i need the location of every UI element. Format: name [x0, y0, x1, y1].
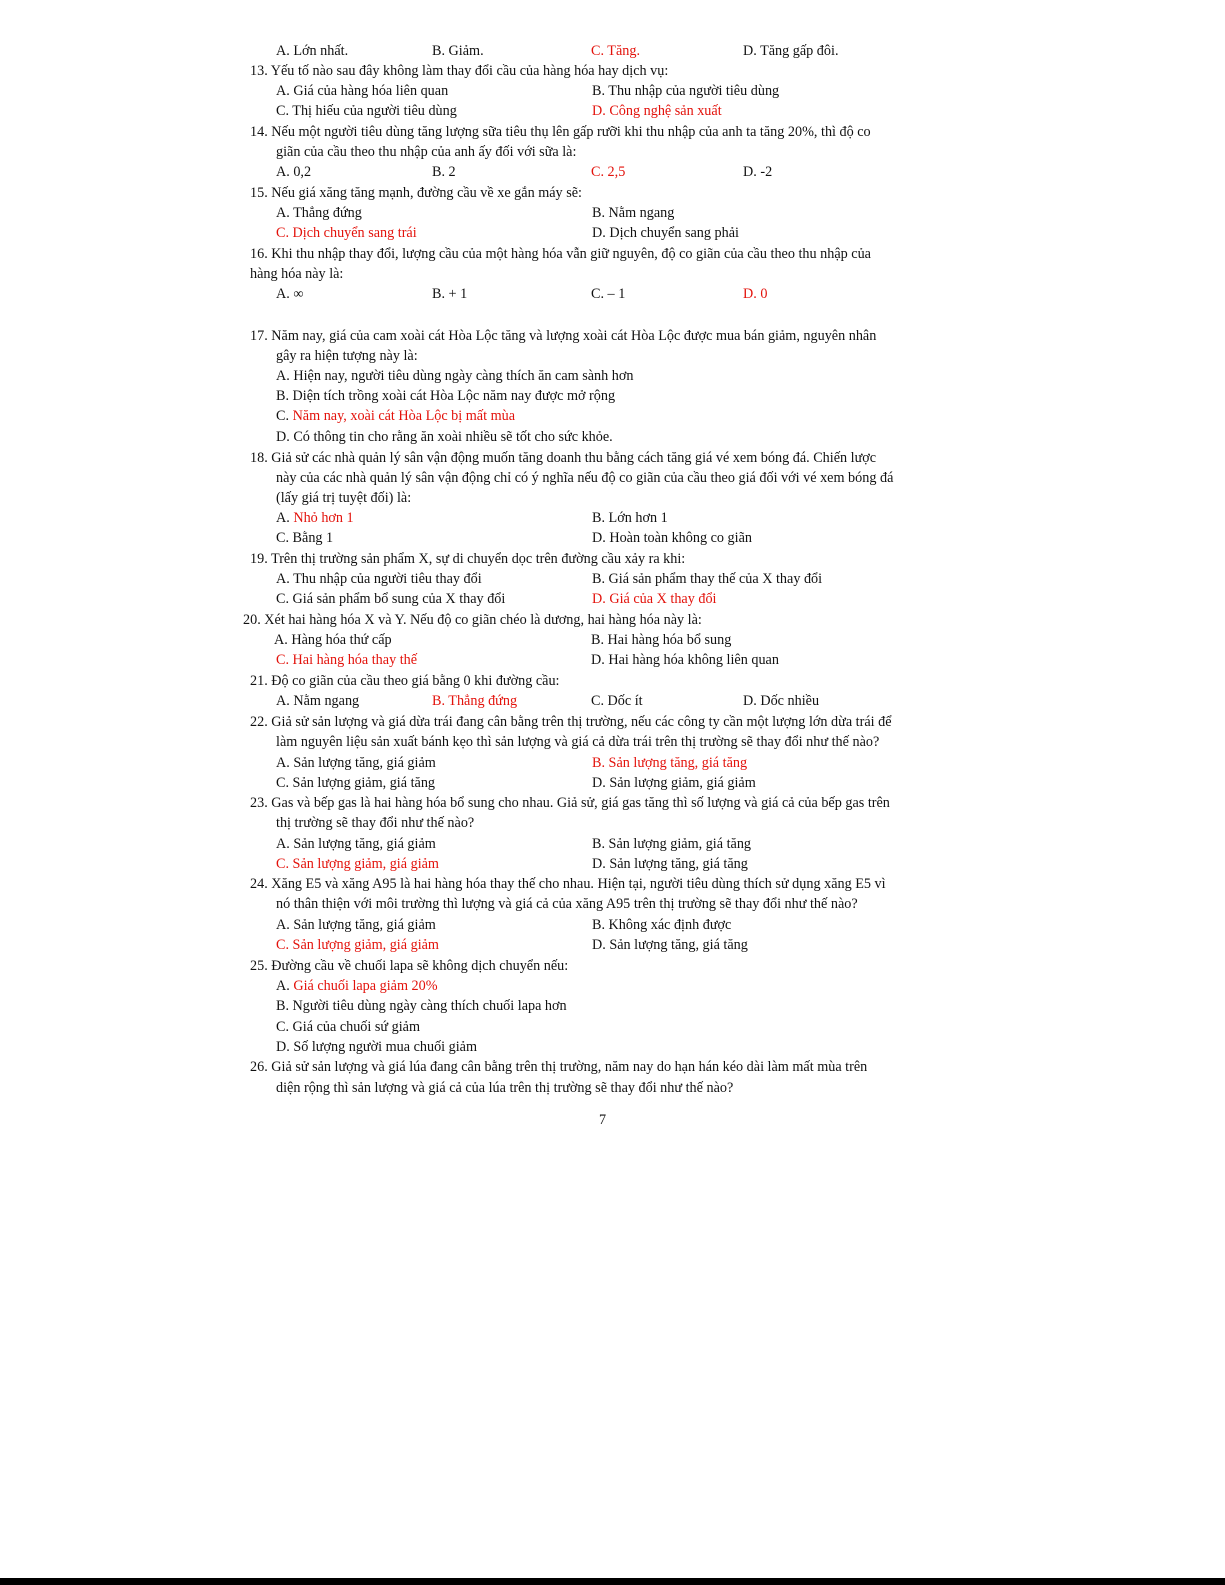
q16-option-a: A. ∞ [276, 286, 304, 302]
q26-question-line2: diện rộng thì sản lượng và giá cả của lúa trên thị trường sẽ thay đổi như thế nào? [276, 1080, 734, 1096]
q17-option-d: D. Có thông tin cho rằng ăn xoài nhiều sẽ tốt cho sức khỏe. [276, 429, 613, 445]
q26-question-line1: 26. Giả sử sản lượng và giá lúa đang cân bằng trên thị trường, năm nay do hạn hán kéo dài làm mất mùa trên [250, 1059, 868, 1075]
q24-option-c-answer: C. Sản lượng giảm, giá giảm [276, 937, 439, 953]
q19-option-a: A. Thu nhập của người tiêu thay đổi [276, 571, 482, 587]
q25-option-a-answer-text: Giá chuối lapa giảm 20% [293, 978, 438, 994]
q17-option-c-letter: C. [276, 408, 293, 424]
q23-option-d: D. Sản lượng tăng, giá tăng [592, 856, 748, 872]
q20-option-d: D. Hai hàng hóa không liên quan [591, 652, 779, 668]
q22-question-line1: 22. Giả sử sản lượng và giá dừa trái đang cân bằng trên thị trường, nếu các công ty cần một lượng lớn dừa trái để [250, 714, 892, 730]
q22-option-a: A. Sản lượng tăng, giá giảm [276, 755, 436, 771]
q24-question-line2: nó thân thiện với môi trường thì lượng và giá cả của xăng A95 trên thị trường sẽ thay đổi như thế nào? [276, 896, 858, 912]
q20-option-b: B. Hai hàng hóa bổ sung [591, 632, 732, 648]
q23-question-line2: thị trường sẽ thay đổi như thế nào? [276, 815, 475, 831]
q20-question: 20. Xét hai hàng hóa X và Y. Nếu độ co giãn chéo là dương, hai hàng hóa này là: [243, 612, 702, 628]
q18-option-a [276, 511, 354, 525]
q12-option-c-answer: C. Tăng. [591, 43, 640, 59]
q17-question-line2: gây ra hiện tượng này là: [276, 348, 418, 364]
q13-option-c: C. Thị hiếu của người tiêu dùng [276, 103, 457, 119]
q18-option-b: B. Lớn hơn 1 [592, 510, 668, 526]
q21-option-b-answer: B. Thẳng đứng [432, 693, 518, 709]
q13-option-b: B. Thu nhập của người tiêu dùng [592, 83, 780, 99]
q13-option-d-answer: D. Công nghệ sản xuất [592, 103, 722, 119]
q15-option-d: D. Dịch chuyển sang phải [592, 225, 739, 241]
q20-option-a: A. Hàng hóa thứ cấp [274, 632, 392, 648]
q17-option-c-answer-text: Năm nay, xoài cát Hòa Lộc bị mất mùa [292, 408, 516, 424]
q19-option-d-answer: D. Giá của X thay đổi [592, 591, 717, 607]
q16-question-line2: hàng hóa này là: [250, 266, 344, 282]
q25-option-b: B. Người tiêu dùng ngày càng thích chuối lapa hơn [276, 998, 567, 1014]
q18-question-line3: (lấy giá trị tuyệt đối) là: [276, 490, 412, 506]
q22-option-b-answer: B. Sản lượng tăng, giá tăng [592, 755, 748, 771]
q16-option-b: B. + 1 [432, 286, 468, 302]
q14-option-a: A. 0,2 [276, 164, 312, 180]
q18-option-a-letter: A. [276, 510, 294, 526]
q21-question: 21. Độ co giãn của cầu theo giá bằng 0 khi đường cầu: [250, 673, 560, 689]
q14-question-line2: giãn của cầu theo thu nhập của anh ấy đối với sữa là: [276, 144, 577, 160]
q21-option-a: A. Nằm ngang [276, 693, 360, 709]
q17-option-c [276, 409, 515, 423]
q15-option-a: A. Thẳng đứng [276, 205, 362, 221]
q24-option-d: D. Sản lượng tăng, giá tăng [592, 937, 748, 953]
q24-option-a: A. Sản lượng tăng, giá giảm [276, 917, 436, 933]
q18-question-line1: 18. Giả sử các nhà quản lý sân vận động muốn tăng doanh thu bằng cách tăng giá vé xem bóng đá. Chiến lược [250, 450, 877, 466]
q19-question: 19. Trên thị trường sản phẩm X, sự di chuyển dọc trên đường cầu xảy ra khi: [250, 551, 686, 567]
q21-option-c: C. Dốc ít [591, 693, 643, 709]
q22-option-c: C. Sản lượng giảm, giá tăng [276, 775, 436, 791]
q14-question-line1: 14. Nếu một người tiêu dùng tăng lượng sữa tiêu thụ lên gấp rưỡi khi thu nhập của anh ta tăng 20%, thì độ co [250, 124, 871, 140]
q12-option-b: B. Giảm. [432, 43, 484, 59]
q18-option-c: C. Bằng 1 [276, 530, 334, 546]
q18-question-line2: này của các nhà quản lý sân vận động chỉ có ý nghĩa nếu độ co giãn của cầu theo giá đối với vé xem bóng đá [276, 470, 894, 486]
q13-option-a: A. Giá của hàng hóa liên quan [276, 83, 449, 99]
q23-option-a: A. Sản lượng tăng, giá giảm [276, 836, 436, 852]
q23-question-line1: 23. Gas và bếp gas là hai hàng hóa bổ sung cho nhau. Giả sử, giá gas tăng thì số lượng và giá cả của bếp gas trên [250, 795, 890, 811]
q14-option-c-answer: C. 2,5 [591, 164, 626, 180]
q19-option-c: C. Giá sản phẩm bổ sung của X thay đổi [276, 591, 506, 607]
q21-option-d: D. Dốc nhiều [743, 693, 820, 709]
q25-option-c: C. Giá của chuối sứ giảm [276, 1019, 421, 1035]
q23-option-c-answer: C. Sản lượng giảm, giá giảm [276, 856, 439, 872]
q17-option-a: A. Hiện nay, người tiêu dùng ngày càng thích ăn cam sành hơn [276, 368, 634, 384]
q25-question: 25. Đường cầu về chuối lapa sẽ không dịch chuyển nếu: [250, 958, 569, 974]
q16-option-c: C. – 1 [591, 286, 626, 302]
q25-option-d: D. Số lượng người mua chuối giảm [276, 1039, 478, 1055]
q25-option-a [276, 979, 438, 993]
q24-question-line1: 24. Xăng E5 và xăng A95 là hai hàng hóa thay thế cho nhau. Hiện tại, người tiêu dùng thích sử dụng xăng E5 vì [250, 876, 886, 892]
q14-option-b: B. 2 [432, 164, 456, 180]
q15-option-b: B. Nằm ngang [592, 205, 675, 221]
q18-option-a-answer-text: Nhỏ hơn 1 [293, 510, 354, 526]
q15-question: 15. Nếu giá xăng tăng mạnh, đường cầu về xe gắn máy sẽ: [250, 185, 582, 201]
q16-question-line1: 16. Khi thu nhập thay đổi, lượng cầu của một hàng hóa vẫn giữ nguyên, độ co giãn của cầu theo thu nhập của [250, 246, 871, 262]
q17-question-line1: 17. Năm nay, giá của cam xoài cát Hòa Lộc tăng và lượng xoài cát Hòa Lộc được mua bán giảm, nguyên nhân [250, 328, 877, 344]
q22-question-line2: làm nguyên liệu sản xuất bánh kẹo thì sản lượng và giá cả dừa trái trên thị trường sẽ thay đổi như thế nào? [276, 734, 880, 750]
q14-option-d: D. -2 [743, 164, 773, 180]
bottom-border [0, 1578, 1225, 1585]
q18-option-d: D. Hoàn toàn không co giãn [592, 530, 752, 546]
q12-option-d: D. Tăng gấp đôi. [743, 43, 839, 59]
page-number: 7 [599, 1112, 607, 1128]
q25-option-a-letter: A. [276, 978, 294, 994]
q24-option-b: B. Không xác định được [592, 917, 732, 933]
q15-option-c-answer: C. Dịch chuyển sang trái [276, 225, 417, 241]
q17-option-b: B. Diện tích trồng xoài cát Hòa Lộc năm nay được mở rộng [276, 388, 616, 404]
q22-option-d: D. Sản lượng giảm, giá giảm [592, 775, 756, 791]
q19-option-b: B. Giá sản phẩm thay thế của X thay đổi [592, 571, 823, 587]
q13-question: 13. Yếu tố nào sau đây không làm thay đổi cầu của hàng hóa hay dịch vụ: [250, 63, 669, 79]
q23-option-b: B. Sản lượng giảm, giá tăng [592, 836, 752, 852]
q12-option-a: A. Lớn nhất. [276, 43, 349, 59]
q16-option-d-answer: D. 0 [743, 286, 768, 302]
q20-option-c-answer: C. Hai hàng hóa thay thế [276, 652, 418, 668]
